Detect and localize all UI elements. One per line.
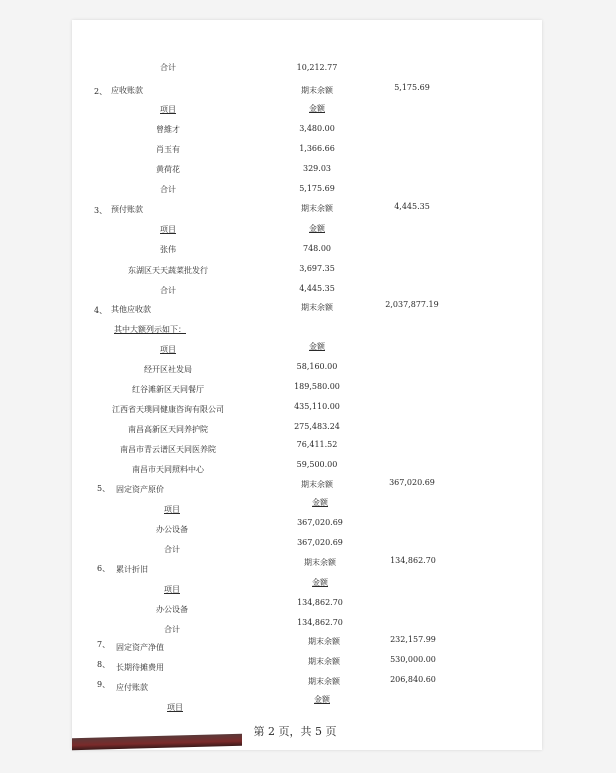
balance-label: 期末余额: [308, 637, 340, 646]
total-value: 5,175.69: [299, 184, 335, 193]
column-header-item: 项目: [160, 105, 176, 114]
section-title: 应收账款: [111, 86, 143, 95]
balance-label: 期末余额: [301, 86, 333, 95]
balance-value: 134,862.70: [390, 556, 436, 565]
row-amount: 367,020.69: [297, 518, 343, 527]
column-header-amount: 金额: [309, 342, 325, 351]
section-number: 7、: [97, 640, 111, 649]
row-name: 南昌高新区天同养护院: [128, 425, 208, 434]
total-value: 134,862.70: [297, 618, 343, 627]
row-amount: 435,110.00: [294, 402, 340, 411]
section-number: 4、: [94, 306, 108, 315]
section-number: 3、: [94, 206, 108, 215]
balance-label: 期末余额: [301, 480, 333, 489]
column-header-item: 项目: [160, 225, 176, 234]
column-header-amount: 金额: [309, 104, 325, 113]
balance-label: 期末余额: [304, 558, 336, 567]
row-amount: 3,480.00: [299, 124, 335, 133]
row-name: 张伟: [160, 245, 176, 254]
column-header-item: 项目: [164, 585, 180, 594]
row-name: 肖玉有: [156, 145, 180, 154]
row-amount: 76,411.52: [296, 440, 338, 449]
total-label: 合计: [160, 286, 176, 295]
section-number: 8、: [97, 660, 111, 669]
row-amount: 58,160.00: [296, 362, 338, 371]
balance-value: 530,000.00: [390, 655, 436, 664]
total-value: 4,445.35: [299, 284, 335, 293]
section-title: 固定资产原价: [116, 485, 164, 494]
column-header-amount: 金额: [312, 578, 328, 587]
row-amount: 275,483.24: [294, 422, 340, 431]
balance-value: 2,037,877.19: [385, 300, 439, 309]
balance-value: 5,175.69: [394, 83, 430, 92]
section-number: 6、: [97, 564, 111, 573]
row-name: 南昌市青云谱区天同医养院: [120, 445, 216, 454]
balance-value: 206,840.60: [390, 675, 436, 684]
row-amount: 189,580.00: [294, 382, 340, 391]
section-title: 应付账款: [116, 683, 148, 692]
section-number: 5、: [97, 484, 111, 493]
row-amount: 1,366.66: [299, 144, 335, 153]
balance-value: 4,445.35: [394, 202, 430, 211]
row-name: 曾維才: [156, 125, 180, 134]
row-amount: 134,862.70: [297, 598, 343, 607]
total-value: 10,212.77: [296, 63, 338, 72]
section-number: 9、: [97, 680, 111, 689]
row-name: 红谷滩新区天同餐厅: [132, 385, 204, 394]
section-number: 2、: [94, 87, 108, 96]
row-name: 南昌市天同照料中心: [132, 465, 204, 474]
balance-label: 期末余额: [301, 204, 333, 213]
row-name: 办公设备: [156, 525, 188, 534]
section-title: 长期待摊费用: [116, 663, 164, 672]
row-name: 黄荷花: [156, 165, 180, 174]
column-header-amount: 金额: [309, 224, 325, 233]
column-header-amount: 金额: [314, 695, 330, 704]
section-title: 固定资产净值: [116, 643, 164, 652]
row-name: 办公设备: [156, 605, 188, 614]
section-title: 预付账款: [111, 205, 143, 214]
balance-label: 期末余额: [308, 677, 340, 686]
total-label: 合计: [160, 185, 176, 194]
total-value: 367,020.69: [297, 538, 343, 547]
row-amount: 59,500.00: [296, 460, 338, 469]
row-amount: 748.00: [303, 244, 331, 253]
balance-label: 期末余额: [301, 303, 333, 312]
row-name: 东湖区天天蔬菜批发行: [128, 266, 208, 275]
section-title: 其他应收款: [111, 305, 151, 314]
total-label: 合计: [164, 545, 180, 554]
total-label: 合计: [160, 63, 176, 72]
balance-value: 232,157.99: [390, 635, 436, 644]
page-number: 第 2 页，共 5 页: [253, 725, 337, 738]
total-label: 合计: [164, 625, 180, 634]
column-header-item: 项目: [160, 345, 176, 354]
row-amount: 3,697.35: [299, 264, 335, 273]
section-note: 其中大额列示如下：: [114, 325, 186, 334]
row-name: 经开区社发局: [144, 365, 192, 374]
row-name: 江西省天璞同健康咨询有限公司: [112, 405, 224, 414]
column-header-item: 项目: [164, 505, 180, 514]
column-header-item: 项目: [167, 703, 183, 712]
section-title: 累计折旧: [116, 565, 148, 574]
balance-value: 367,020.69: [389, 478, 435, 487]
row-amount: 329.03: [303, 164, 331, 173]
column-header-amount: 金额: [312, 498, 328, 507]
balance-label: 期末余额: [308, 657, 340, 666]
